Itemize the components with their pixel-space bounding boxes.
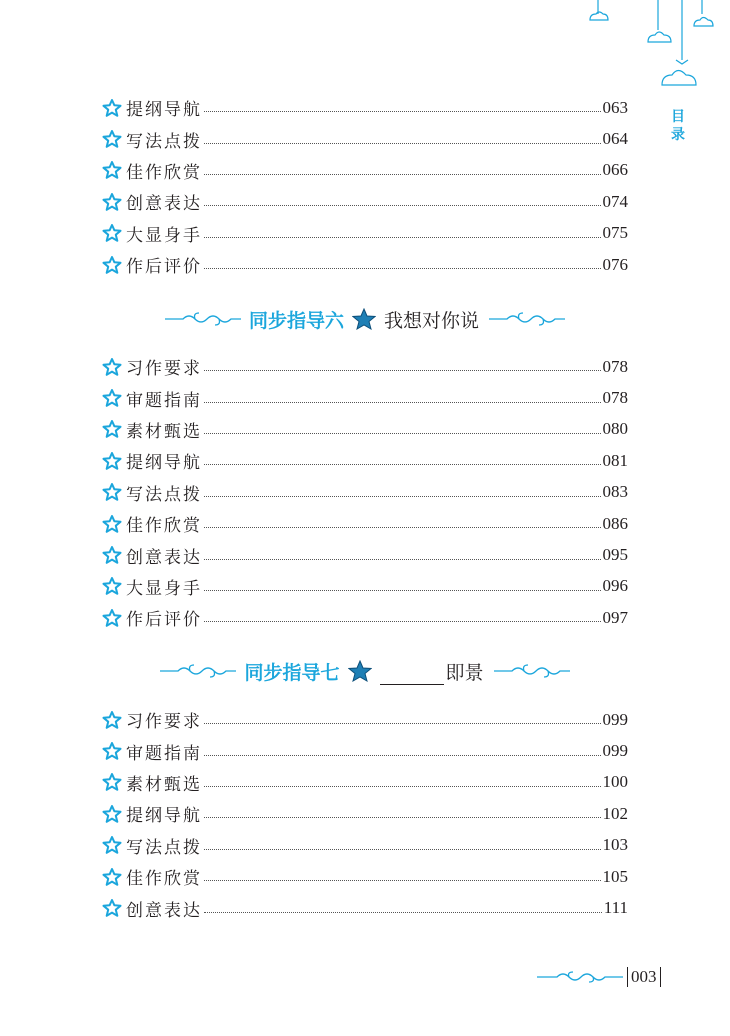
toc-entry-page: 076 [602,254,628,274]
toc-entry-label: 大显身手 [126,578,202,599]
toc-entry[interactable] [102,602,628,633]
dot-leader [204,912,602,913]
star-outline-icon [102,161,122,179]
toc-entry-label: 大显身手 [126,225,202,246]
toc-group-1 [102,92,628,280]
toc-entry-page: 075 [602,223,628,243]
star-outline-icon [102,358,122,376]
dot-leader [204,111,601,112]
star-outline-icon [102,452,122,470]
star-outline-icon [102,99,122,117]
dot-leader [204,205,601,206]
star-outline-icon [102,773,122,791]
fill-in-blank [380,666,444,685]
dot-leader [204,559,601,560]
toc-entry-page: 096 [602,576,628,596]
star-outline-icon [102,805,122,823]
dot-leader [204,817,601,818]
toc-entry-page: 080 [602,419,628,439]
toc-entry-page: 083 [602,482,628,502]
toc-entry[interactable] [102,155,628,186]
toc-entry-page: 111 [603,898,628,918]
dot-leader [204,621,601,622]
toc-entry-label: 创意表达 [126,194,202,215]
toc-entry-label: 写法点拨 [126,484,202,505]
toc-entry-page: 097 [602,607,628,627]
side-label-char: 目 [671,109,685,125]
toc-entry[interactable] [102,382,628,413]
star-outline-icon [102,546,122,564]
toc-entry-page: 078 [602,388,628,408]
toc-entry[interactable] [102,351,628,382]
dot-leader [204,143,601,144]
vine-ornament-left [158,661,238,681]
toc-entry[interactable] [102,477,628,508]
star-outline-icon [102,193,122,211]
star-outline-icon [102,224,122,242]
dot-leader [204,402,601,403]
toc-entry[interactable] [102,249,628,280]
toc-group-2 [102,351,628,634]
toc-entry-label: 素材甄选 [126,774,202,795]
toc-entry-label: 提纲导航 [126,100,202,121]
dot-leader [204,464,601,465]
toc-entry-page: 086 [602,513,628,533]
toc-entry[interactable] [102,830,628,861]
dot-leader [204,174,601,175]
toc-entry[interactable] [102,218,628,249]
dot-leader [204,237,601,238]
toc-side-label [668,108,688,144]
page-number: 003 [627,967,661,987]
toc-entry[interactable] [102,186,628,217]
toc-entry-page: 099 [602,741,628,761]
toc-entry[interactable] [102,445,628,476]
dot-leader [204,880,601,881]
toc-entry-page: 064 [602,129,628,149]
toc-entry[interactable] [102,539,628,570]
star-outline-icon [102,483,122,501]
star-outline-icon [102,577,122,595]
dot-leader [204,590,601,591]
toc-group-3 [102,704,628,924]
section-subtitle: 我想对你说 [384,309,480,332]
toc-entry[interactable] [102,92,628,123]
section-title: 同步指导七 [244,661,340,684]
toc-entry-label: 习作要求 [126,359,202,380]
toc-entry-page: 081 [602,450,628,470]
toc-entry[interactable] [102,508,628,539]
toc-entry[interactable] [102,123,628,154]
star-outline-icon [102,868,122,886]
toc-entry[interactable] [102,892,628,923]
toc-entry[interactable] [102,861,628,892]
toc-entry-label: 审题指南 [126,743,202,764]
star-outline-icon [102,609,122,627]
dot-leader [204,370,601,371]
toc-entry[interactable] [102,735,628,766]
vine-ornament-right [492,661,572,681]
toc-entry-page: 105 [602,866,628,886]
section-heading-6 [140,302,590,336]
toc-entry-label: 写法点拨 [126,131,202,152]
dot-leader [204,723,601,724]
dot-leader [204,433,601,434]
section-subtitle: 即景 [445,661,484,684]
toc-entry-label: 佳作欣赏 [126,516,202,537]
toc-entry-label: 习作要求 [126,712,202,733]
toc-entry-label: 佳作欣赏 [126,869,202,890]
toc-entry-label: 提纲导航 [126,806,202,827]
toc-entry-page: 099 [602,709,628,729]
dot-leader [204,849,601,850]
toc-entry-label: 创意表达 [126,547,202,568]
toc-entry-page: 103 [602,835,628,855]
star-icon [348,660,372,682]
page-footer [535,964,661,990]
vine-ornament-footer [535,968,625,986]
toc-entry-page: 078 [602,356,628,376]
toc-entry[interactable] [102,571,628,602]
section-heading-7 [140,654,590,688]
toc-entry-label: 创意表达 [126,900,202,921]
toc-entry[interactable] [102,798,628,829]
star-outline-icon [102,836,122,854]
star-icon [352,308,376,330]
toc-entry-label: 佳作欣赏 [126,162,202,183]
star-outline-icon [102,515,122,533]
toc-entry-label: 作后评价 [126,257,202,278]
star-outline-icon [102,130,122,148]
star-outline-icon [102,420,122,438]
vine-ornament-right [487,309,567,329]
dot-leader [204,527,601,528]
toc-entry[interactable] [102,767,628,798]
vine-ornament-left [163,309,243,329]
side-label-char: 录 [671,127,685,143]
toc-entry[interactable] [102,414,628,445]
dot-leader [204,755,601,756]
toc-entry-page: 063 [602,97,628,117]
toc-entry-page: 095 [602,545,628,565]
toc-entry-page: 102 [602,803,628,823]
star-outline-icon [102,256,122,274]
star-outline-icon [102,899,122,917]
toc-entry[interactable] [102,704,628,735]
star-outline-icon [102,742,122,760]
dot-leader [204,786,601,787]
toc-entry-label: 素材甄选 [126,421,202,442]
toc-entry-label: 作后评价 [126,610,202,631]
section-subtitle-with-blank [380,658,484,685]
section-title: 同步指导六 [248,309,344,332]
dot-leader [204,496,601,497]
dot-leader [204,268,601,269]
toc-entry-page: 074 [602,191,628,211]
toc-entry-label: 写法点拨 [126,837,202,858]
toc-entry-label: 审题指南 [126,390,202,411]
star-outline-icon [102,389,122,407]
toc-entry-label: 提纲导航 [126,453,202,474]
toc-entry-page: 100 [602,772,628,792]
star-outline-icon [102,711,122,729]
toc-entry-page: 066 [602,160,628,180]
